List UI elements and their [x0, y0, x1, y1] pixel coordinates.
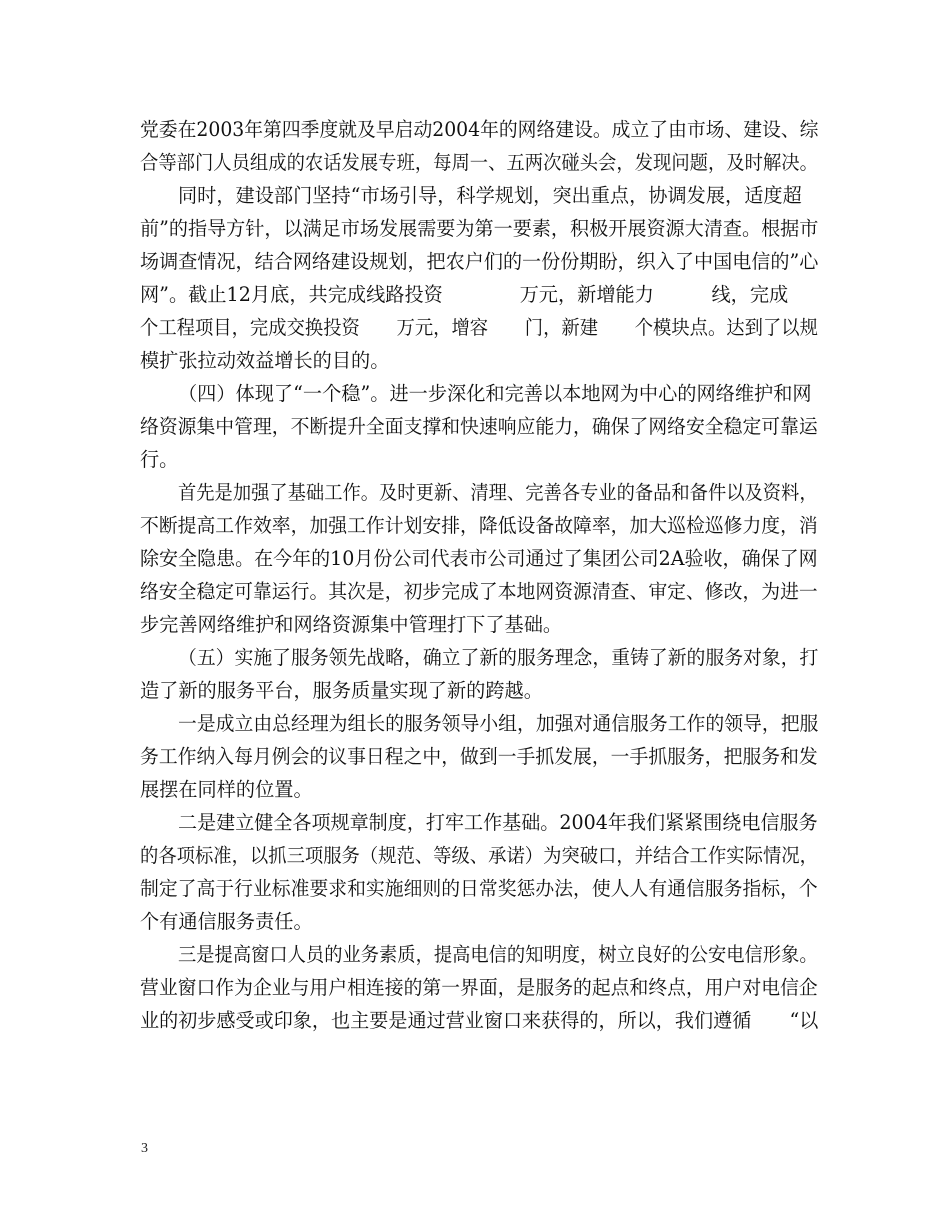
text-line: 个工程项目，完成交换投资 万元，增容 门，新建 个模块点。达到了以规 [140, 316, 818, 339]
text-line: 场调查情况，结合网络建设规划，把农户们的一份份期盼，织入了中国电信的”心 [140, 250, 819, 273]
text-line: 造了新的服务平台，服务质量实现了新的跨越。 [140, 679, 543, 702]
text-line: 同时，建设部门坚持“市场引导，科学规划，突出重点，协调发展，适度超 [178, 184, 802, 207]
text-line: 的各项标准，以抓三项服务（规范、等级、承诺）为突破口，并结合工作实际情况， [140, 844, 818, 867]
text-line: 不断提高工作效率，加强工作计划安排，降低设备故障率，加大巡检巡修力度，消 [140, 514, 818, 537]
text-line: 二是建立健全各项规章制度，打牢工作基础。2004年我们紧紧围绕电信服务 [178, 811, 818, 834]
text-line: 行。 [140, 448, 179, 471]
page-number: 3 [141, 1141, 148, 1156]
text-line: 一是成立由总经理为组长的服务领导小组，加强对通信服务工作的领导，把服 [178, 712, 819, 735]
text-line: （四）体现了“一个稳”。进一步深化和完善以本地网为中心的网络维护和网 [178, 382, 812, 405]
text-line: 务工作纳入每月例会的议事日程之中，做到一手抓发展，一手抓服务，把服务和发 [140, 745, 818, 768]
text-line: 三是提高窗口人员的业务素质，提高电信的知明度，树立良好的公安电信形象。 [178, 943, 818, 966]
text-line: 除安全隐患。在今年的10月份公司代表市公司通过了集团公司2A验收，确保了网 [140, 547, 818, 570]
text-line: 营业窗口作为企业与用户相连接的第一界面，是服务的起点和终点，用户对电信企 [140, 976, 818, 999]
text-line: 合等部门人员组成的农话发展专班，每周一、五两次碰头会，发现问题，及时解决。 [140, 151, 818, 174]
text-line: 模扩张拉动效益增长的目的。 [140, 349, 390, 372]
text-line: 步完善网络维护和网络资源集中管理打下了基础。 [140, 613, 563, 636]
text-line: 络资源集中管理，不断提升全面支撑和快速响应能力，确保了网络安全稳定可靠运 [140, 415, 818, 438]
text-line: 前”的指导方针，以满足市场发展需要为第一要素，积极开展资源大清查。根据市 [140, 217, 819, 240]
text-line: （五）实施了服务领先战略，确立了新的服务理念，重铸了新的服务对象，打 [178, 646, 819, 669]
text-line: 网”。截止12月底，共完成线路投资 万元，新增能力 线，完成 [140, 283, 789, 306]
text-line: 业的初步感受或印象，也主要是通过营业窗口来获得的，所以，我们遵循 “以 [140, 1009, 819, 1032]
text-line: 制定了高于行业标准要求和实施细则的日常奖惩办法，使人人有通信服务指标，个 [140, 877, 818, 900]
text-line: 展摆在同样的位置。 [140, 778, 313, 801]
text-line: 党委在2003年第四季度就及早启动2004年的网络建设。成立了由市场、建设、综 [140, 118, 819, 141]
text-line: 首先是加强了基础工作。及时更新、清理、完善各专业的备品和备件以及资料， [178, 481, 818, 504]
text-line: 络安全稳定可靠运行。其次是，初步完成了本地网资源清查、审定、修改，为进一 [140, 580, 818, 603]
text-line: 个有通信服务责任。 [140, 910, 313, 933]
